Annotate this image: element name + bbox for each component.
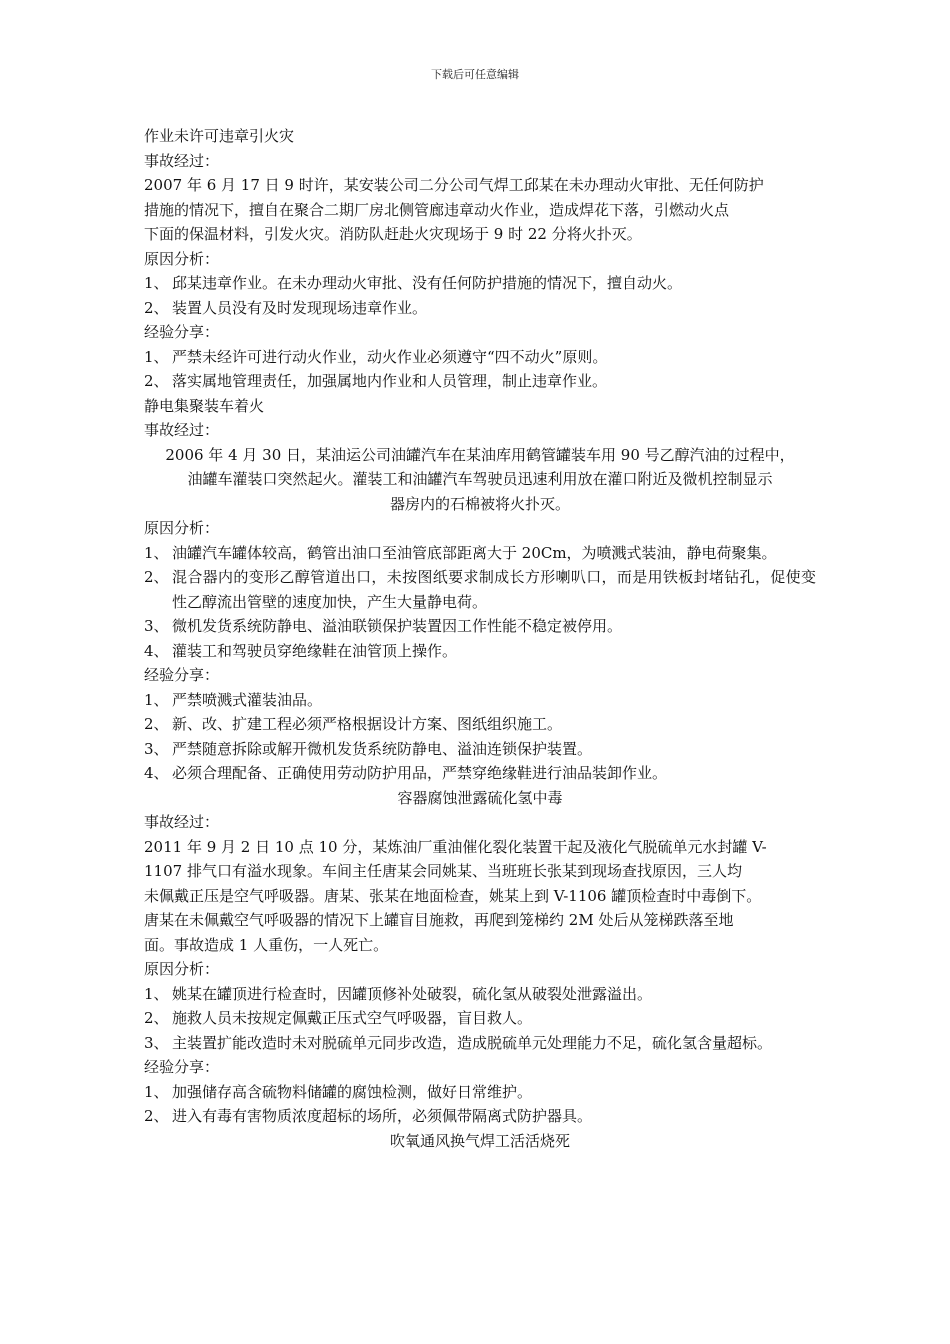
lesson-label: 经验分享： xyxy=(144,666,220,684)
cause-item xyxy=(144,541,816,566)
lesson-label: 经验分享： xyxy=(144,1058,220,1076)
item-number: 2、 xyxy=(144,1107,169,1125)
document-body xyxy=(144,124,816,1153)
process-line: 油罐车灌装口突然起火。灌装工和油罐汽车驾驶员迅速利用放在灌口附近及微机控制显示 xyxy=(187,470,773,488)
process-line: 措施的情况下，擅自在聚合二期厂房北侧管廊违章动火作业，造成焊花下落，引燃动火点 xyxy=(144,200,730,219)
cause-item xyxy=(144,271,816,296)
item-text: 邱某违章作业。在未办理动火审批、没有任何防护措施的情况下，擅自动火。 xyxy=(172,274,683,292)
item-number: 3、 xyxy=(144,617,169,635)
item-text: 混合器内的变形乙醇管道出口，未按图纸要求制成长方形喇叭口，而是用铁板封堵钻孔，促使变性乙醇流出管壁的速度加快，产生大量静电荷。 xyxy=(172,568,816,611)
lesson-item xyxy=(144,737,816,762)
lesson-item xyxy=(144,712,816,737)
item-number: 4、 xyxy=(144,641,169,660)
item-text: 姚某在罐顶进行检查时，因罐顶修补处破裂，硫化氢从破裂处泄露溢出。 xyxy=(172,984,653,1003)
process-line: 未佩戴正压是空气呼吸器。唐某、张某在地面检查，姚某上到 V-1106 罐顶检查时中毒倒下。 xyxy=(144,886,762,905)
lesson-item xyxy=(144,369,816,394)
item-number: 3、 xyxy=(144,739,169,758)
item-number: 2、 xyxy=(144,372,169,390)
item-text: 严禁未经许可进行动火作业，动火作业必须遵守“四不动火”原则。 xyxy=(172,347,608,366)
lesson-item xyxy=(144,345,816,370)
process-line: 唐某在未佩戴空气呼吸器的情况下上罐盲目施救，再爬到笼梯约 2M 处后从笼梯跌落至地 xyxy=(144,911,734,929)
lesson-item xyxy=(144,761,816,786)
cause-item xyxy=(144,1006,816,1031)
process-line: 下面的保温材料，引发火灾。消防队赶赴火灾现场于 9 时 22 分将火扑灭。 xyxy=(144,225,642,243)
process-line: 2011 年 9 月 2 日 10 点 10 分，某炼油厂重油催化裂化装置干起及液化气脱硫单元水封罐 V- xyxy=(144,837,767,856)
cause-label: 原因分析： xyxy=(144,960,220,978)
item-text: 落实属地管理责任，加强属地内作业和人员管理，制止违章作业。 xyxy=(172,372,608,390)
item-text: 必须合理配备、正确使用劳动防护用品，严禁穿绝缘鞋进行油品装卸作业。 xyxy=(172,764,668,782)
cause-item xyxy=(144,639,816,664)
process-line: 面。事故造成 1 人重伤，一人死亡。 xyxy=(144,935,389,954)
process-label: 事故经过： xyxy=(144,813,220,831)
item-number: 1、 xyxy=(144,1082,169,1101)
item-number: 2、 xyxy=(144,568,169,586)
process-line: 2007 年 6 月 17 日 9 时许，某安装公司二分公司气焊工邱某在未办理动火审批、无任何防护 xyxy=(144,176,764,194)
lesson-item xyxy=(144,688,816,713)
cause-item xyxy=(144,565,816,614)
item-text: 微机发货系统防静电、溢油联锁保护装置因工作性能不稳定被停用。 xyxy=(172,617,623,635)
process-line: 1107 排气口有溢水现象。车间主任唐某会同姚某、当班班长张某到现场查找原因，三人均 xyxy=(144,862,742,880)
section-oxygen-fire xyxy=(144,1129,816,1154)
item-text: 新、改、扩建工程必须严格根据设计方案、图纸组织施工。 xyxy=(172,715,563,733)
lesson-label: 经验分享： xyxy=(144,323,220,341)
item-number: 2、 xyxy=(144,715,169,733)
cause-item xyxy=(144,296,816,321)
page-header: 下载后可任意编辑 xyxy=(431,68,519,81)
section-title: 吹氧通风换气焊工活活烧死 xyxy=(389,1131,570,1150)
item-number: 4、 xyxy=(144,764,169,782)
item-text: 装置人员没有及时发现现场违章作业。 xyxy=(172,298,428,317)
item-number: 2、 xyxy=(144,298,169,317)
process-line: 2006 年 4 月 30 日，某油运公司油罐汽车在某油库用鹤管罐装车用 90 号乙醇汽油的过程中， xyxy=(165,445,795,464)
item-number: 1、 xyxy=(144,347,169,366)
section-fire-hazard xyxy=(144,124,816,394)
process-line: 器房内的石棉被将火扑灭。 xyxy=(389,494,570,513)
lesson-item xyxy=(144,1080,816,1105)
item-number: 1、 xyxy=(144,690,169,709)
item-number: 3、 xyxy=(144,1033,169,1052)
cause-item xyxy=(144,614,816,639)
section-title: 作业未许可违章引火灾 xyxy=(144,127,295,145)
item-number: 1、 xyxy=(144,543,169,562)
process-label: 事故经过： xyxy=(144,151,220,170)
lesson-item xyxy=(144,1104,816,1129)
item-number: 2、 xyxy=(144,1009,169,1027)
cause-item xyxy=(144,1031,816,1056)
item-text: 灌装工和驾驶员穿绝缘鞋在油管顶上操作。 xyxy=(172,641,458,660)
item-text: 施救人员未按规定佩戴正压式空气呼吸器，盲目救人。 xyxy=(172,1009,533,1027)
cause-label: 原因分析： xyxy=(144,249,220,268)
item-text: 加强储存高含硫物料储罐的腐蚀检测，做好日常维护。 xyxy=(172,1082,533,1101)
section-title: 容器腐蚀泄露硫化氢中毒 xyxy=(397,788,563,807)
cause-item xyxy=(144,982,816,1007)
item-text: 油罐汽车罐体较高，鹤管出油口至油管底部距离大于 20Cm，为喷溅式装油，静电荷聚集。 xyxy=(172,543,777,562)
item-text: 主装置扩能改造时未对脱硫单元同步改造，造成脱硫单元处理能力不足，硫化氢含量超标。 xyxy=(172,1033,773,1052)
item-text: 进入有毒有害物质浓度超标的场所，必须佩带隔离式防护器具。 xyxy=(172,1107,593,1125)
item-number: 1、 xyxy=(144,274,169,292)
section-h2s-poisoning xyxy=(144,786,816,1129)
section-title: 静电集聚装车着火 xyxy=(144,396,265,415)
cause-label: 原因分析： xyxy=(144,519,220,537)
item-text: 严禁喷溅式灌装油品。 xyxy=(172,690,323,709)
item-text: 严禁随意拆除或解开微机发货系统防静电、溢油连锁保护装置。 xyxy=(172,739,593,758)
section-static-fire xyxy=(144,394,816,786)
process-label: 事故经过： xyxy=(144,421,220,439)
item-number: 1、 xyxy=(144,984,169,1003)
